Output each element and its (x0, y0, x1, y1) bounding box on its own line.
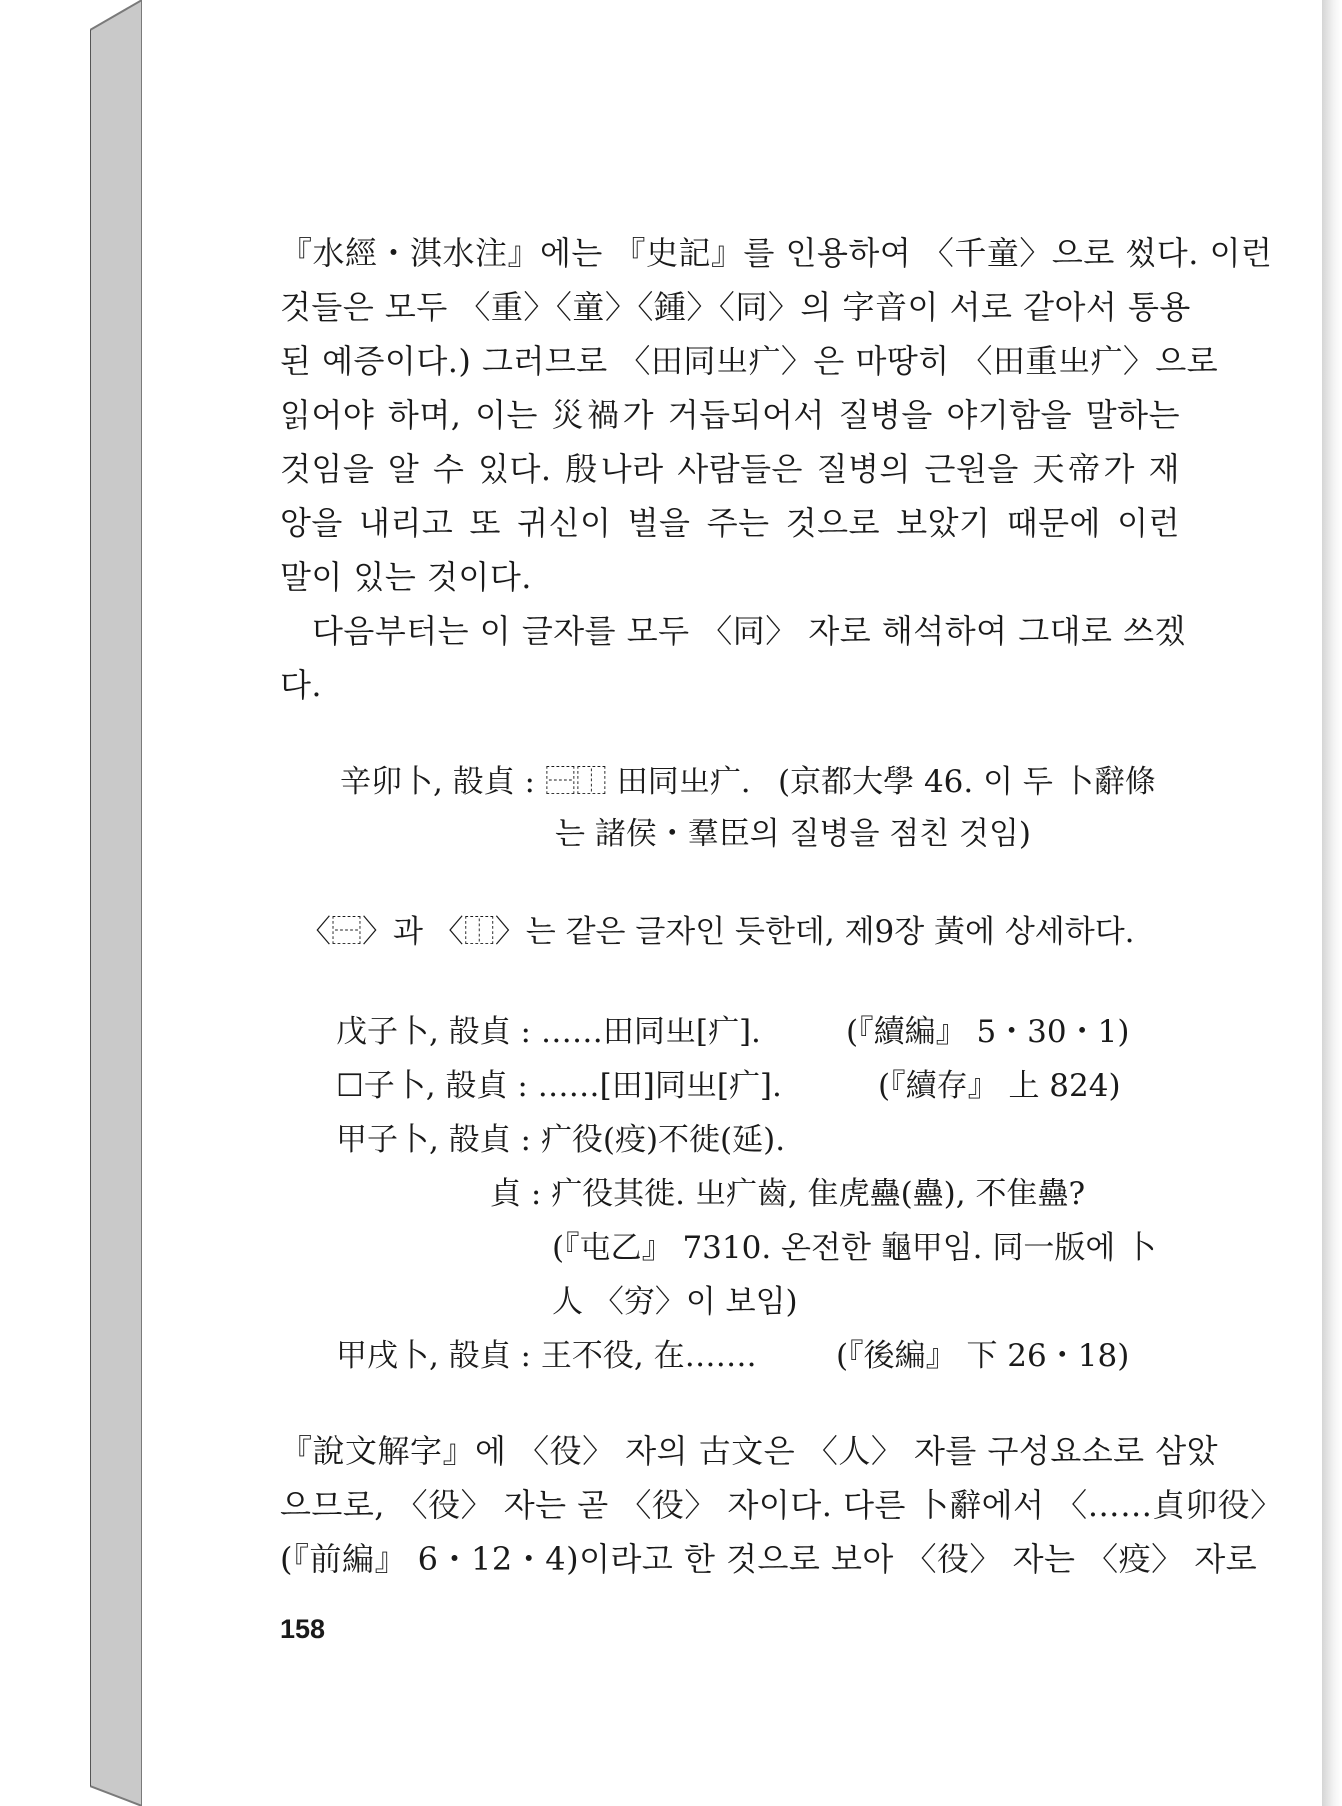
example2-line1-left: 戊子卜, 㱿貞 : ……田同㞢[疒]. (336, 1014, 761, 1050)
paragraph1-line6: 앙을 내리고 또 귀신이 벌을 주는 것으로 보았기 때문에 이런 (280, 504, 1180, 542)
example1-line2: 는 諸侯・羣臣의 질병을 점친 것임) (555, 816, 1032, 852)
paragraph3-line2: 으므로, 〈役〉 자는 곧 〈役〉 자이다. 다른 卜辭에서 〈……貞卯役〉 (280, 1486, 1283, 1524)
example2-line6-left: 人 〈穷〉이 보임) (552, 1284, 798, 1320)
note-line: 〈⿱〉과 〈⿰〉는 같은 글자인 듯한데, 제9장 黃에 상세하다. (300, 914, 1135, 950)
paragraph1-line1: 『水經・淇水注』에는 『史記』를 인용하여 〈千童〉으로 썼다. 이런 (280, 234, 1273, 272)
example2-line7-right: (『後編』 下 26・18) (836, 1338, 1130, 1374)
paragraph3-line3: (『前編』 6・12・4)이라고 한 것으로 보아 〈役〉 자는 〈疫〉 자로 (280, 1540, 1258, 1578)
example2-line5-left: (『屯乙』 7310. 온전한 龜甲임. 同一版에 卜 (552, 1230, 1157, 1266)
paragraph1-line7: 말이 있는 것이다. (280, 558, 532, 596)
example2-line7-left: 甲戌卜, 㱿貞 : 王不役, 在……. (336, 1338, 757, 1374)
book-spine (90, 0, 142, 1806)
paragraph1-line5: 것임을 알 수 있다. 殷나라 사람들은 질병의 근원을 天帝가 재 (280, 450, 1180, 488)
paragraph2-line2: 다. (280, 666, 323, 704)
paragraph2-line1: 다음부터는 이 글자를 모두 〈同〉 자로 해석하여 그대로 쓰겠 (312, 612, 1186, 650)
page-edge-shadow (1322, 0, 1342, 1806)
example2-line2-left: ☐子卜, 㱿貞 : ……[田]同㞢[疒]. (336, 1068, 782, 1104)
example2-line4-left: 貞 : 疒役其徙. 㞢疒齒, 隹虎蠱(蠱), 不隹蠱? (490, 1176, 1086, 1212)
paragraph1-line2: 것들은 모두 〈重〉〈童〉〈鍾〉〈同〉의 字音이 서로 같아서 통용 (280, 288, 1191, 326)
example1-line1-left: 辛卯卜, 㱿貞 : ⿱⿰ 田同㞢疒. (340, 764, 751, 800)
paragraph1-line4: 읽어야 하며, 이는 災禍가 거듭되어서 질병을 야기함을 말하는 (280, 396, 1180, 434)
example2-line3-left: 甲子卜, 㱿貞 : 疒役(疫)不徙(延). (336, 1122, 786, 1158)
paragraph3-line1: 『說文解字』에 〈役〉 자의 古文은 〈人〉 자를 구성요소로 삼았 (280, 1432, 1219, 1470)
page-number: 158 (280, 1614, 326, 1644)
example2-line1-right: (『續編』 5・30・1) (846, 1014, 1130, 1050)
paragraph1-line3: 된 예증이다.) 그러므로 〈田同㞢疒〉은 마땅히 〈田重㞢疒〉으로 (280, 342, 1219, 380)
example1-line1-right: (京都大學 46. 이 두 卜辭條 (778, 764, 1156, 800)
example2-line2-right: (『續存』 上 824) (878, 1068, 1121, 1104)
